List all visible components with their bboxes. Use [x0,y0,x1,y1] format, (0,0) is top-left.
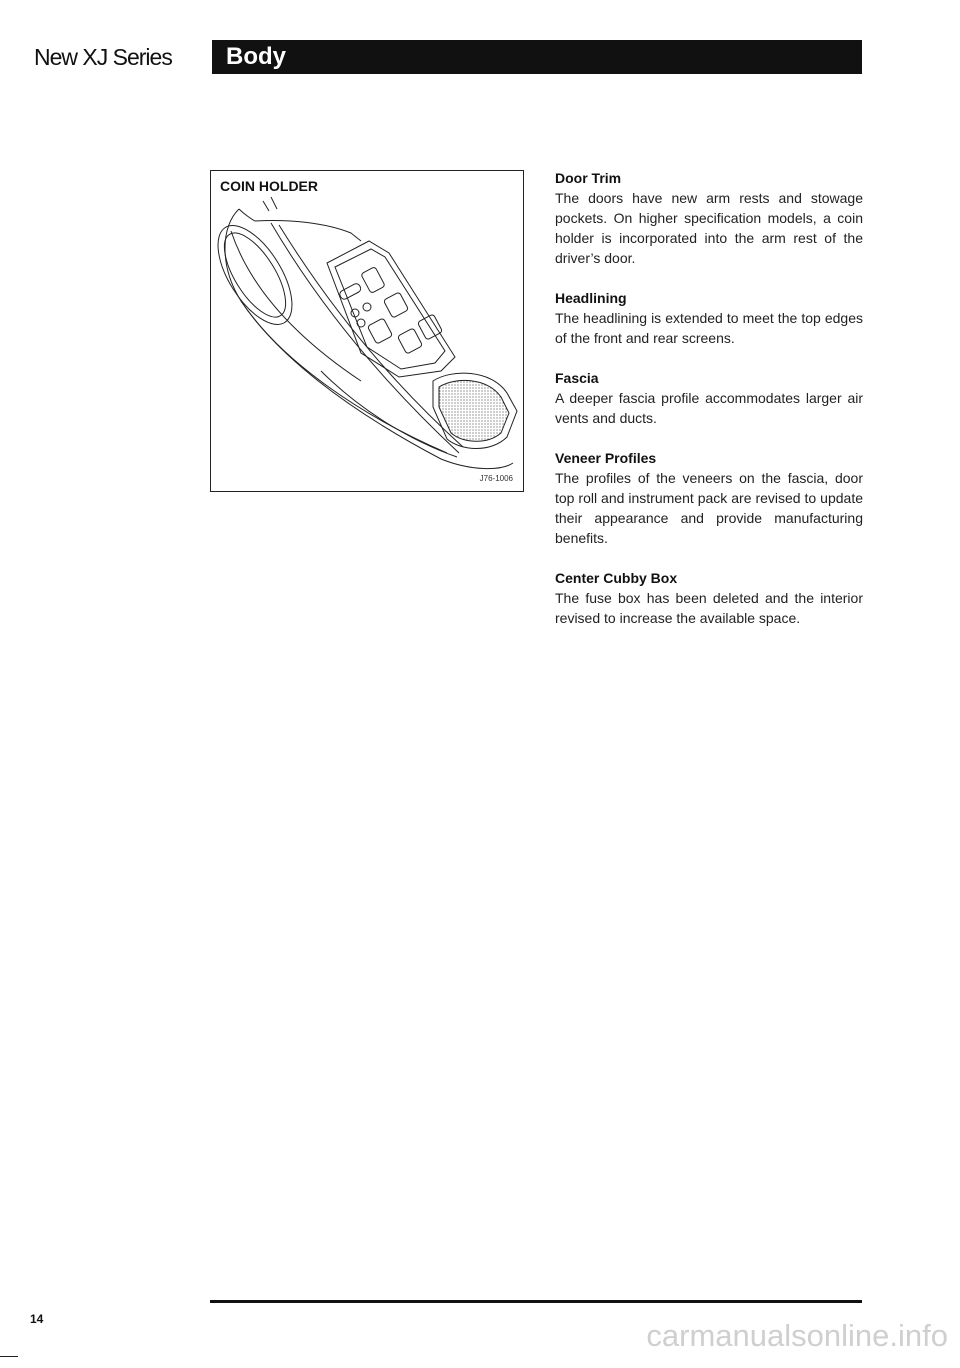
section-title: Body [226,43,286,70]
section-body: The profiles of the veneers on the fascia, door top roll and instrument pack are revised to update their appearance and provide manufacturing benefits. [555,470,863,546]
section-heading: Headlining [555,290,627,306]
figure-title: COIN HOLDER [220,178,318,194]
page-number: 14 [30,1312,44,1326]
text-column [555,169,863,649]
series-title: New XJ Series [34,44,172,70]
section-body: The headlining is extended to meet the top edges of the front and rear screens. [555,310,863,346]
footer-rule [210,1300,862,1303]
section-headlining [555,289,863,348]
section-body: The fuse box has been deleted and the interior revised to increase the available space. [555,590,863,626]
section-heading: Fascia [555,370,599,386]
coin-holder-figure [210,170,524,492]
section-heading: Door Trim [555,170,622,186]
section-center-cubby-box [555,569,863,628]
section-veneer-profiles [555,449,863,548]
watermark: carmanualsonline.info [646,1318,948,1353]
section-body: The doors have new arm rests and stowage pockets. On higher specification models, a coin holder is incorporated into the arm rest of the driver’s door. [555,190,863,266]
section-fascia [555,369,863,428]
section-heading: Center Cubby Box [555,570,678,586]
corner-mark [0,1356,18,1357]
section-door-trim [555,169,863,268]
figure-code: J76-1006 [479,474,513,483]
section-title-bar [212,40,862,74]
coin-holder-illustration [211,171,523,491]
section-heading: Veneer Profiles [555,450,657,466]
section-body: A deeper fascia profile accommodates larger air vents and ducts. [555,390,863,426]
